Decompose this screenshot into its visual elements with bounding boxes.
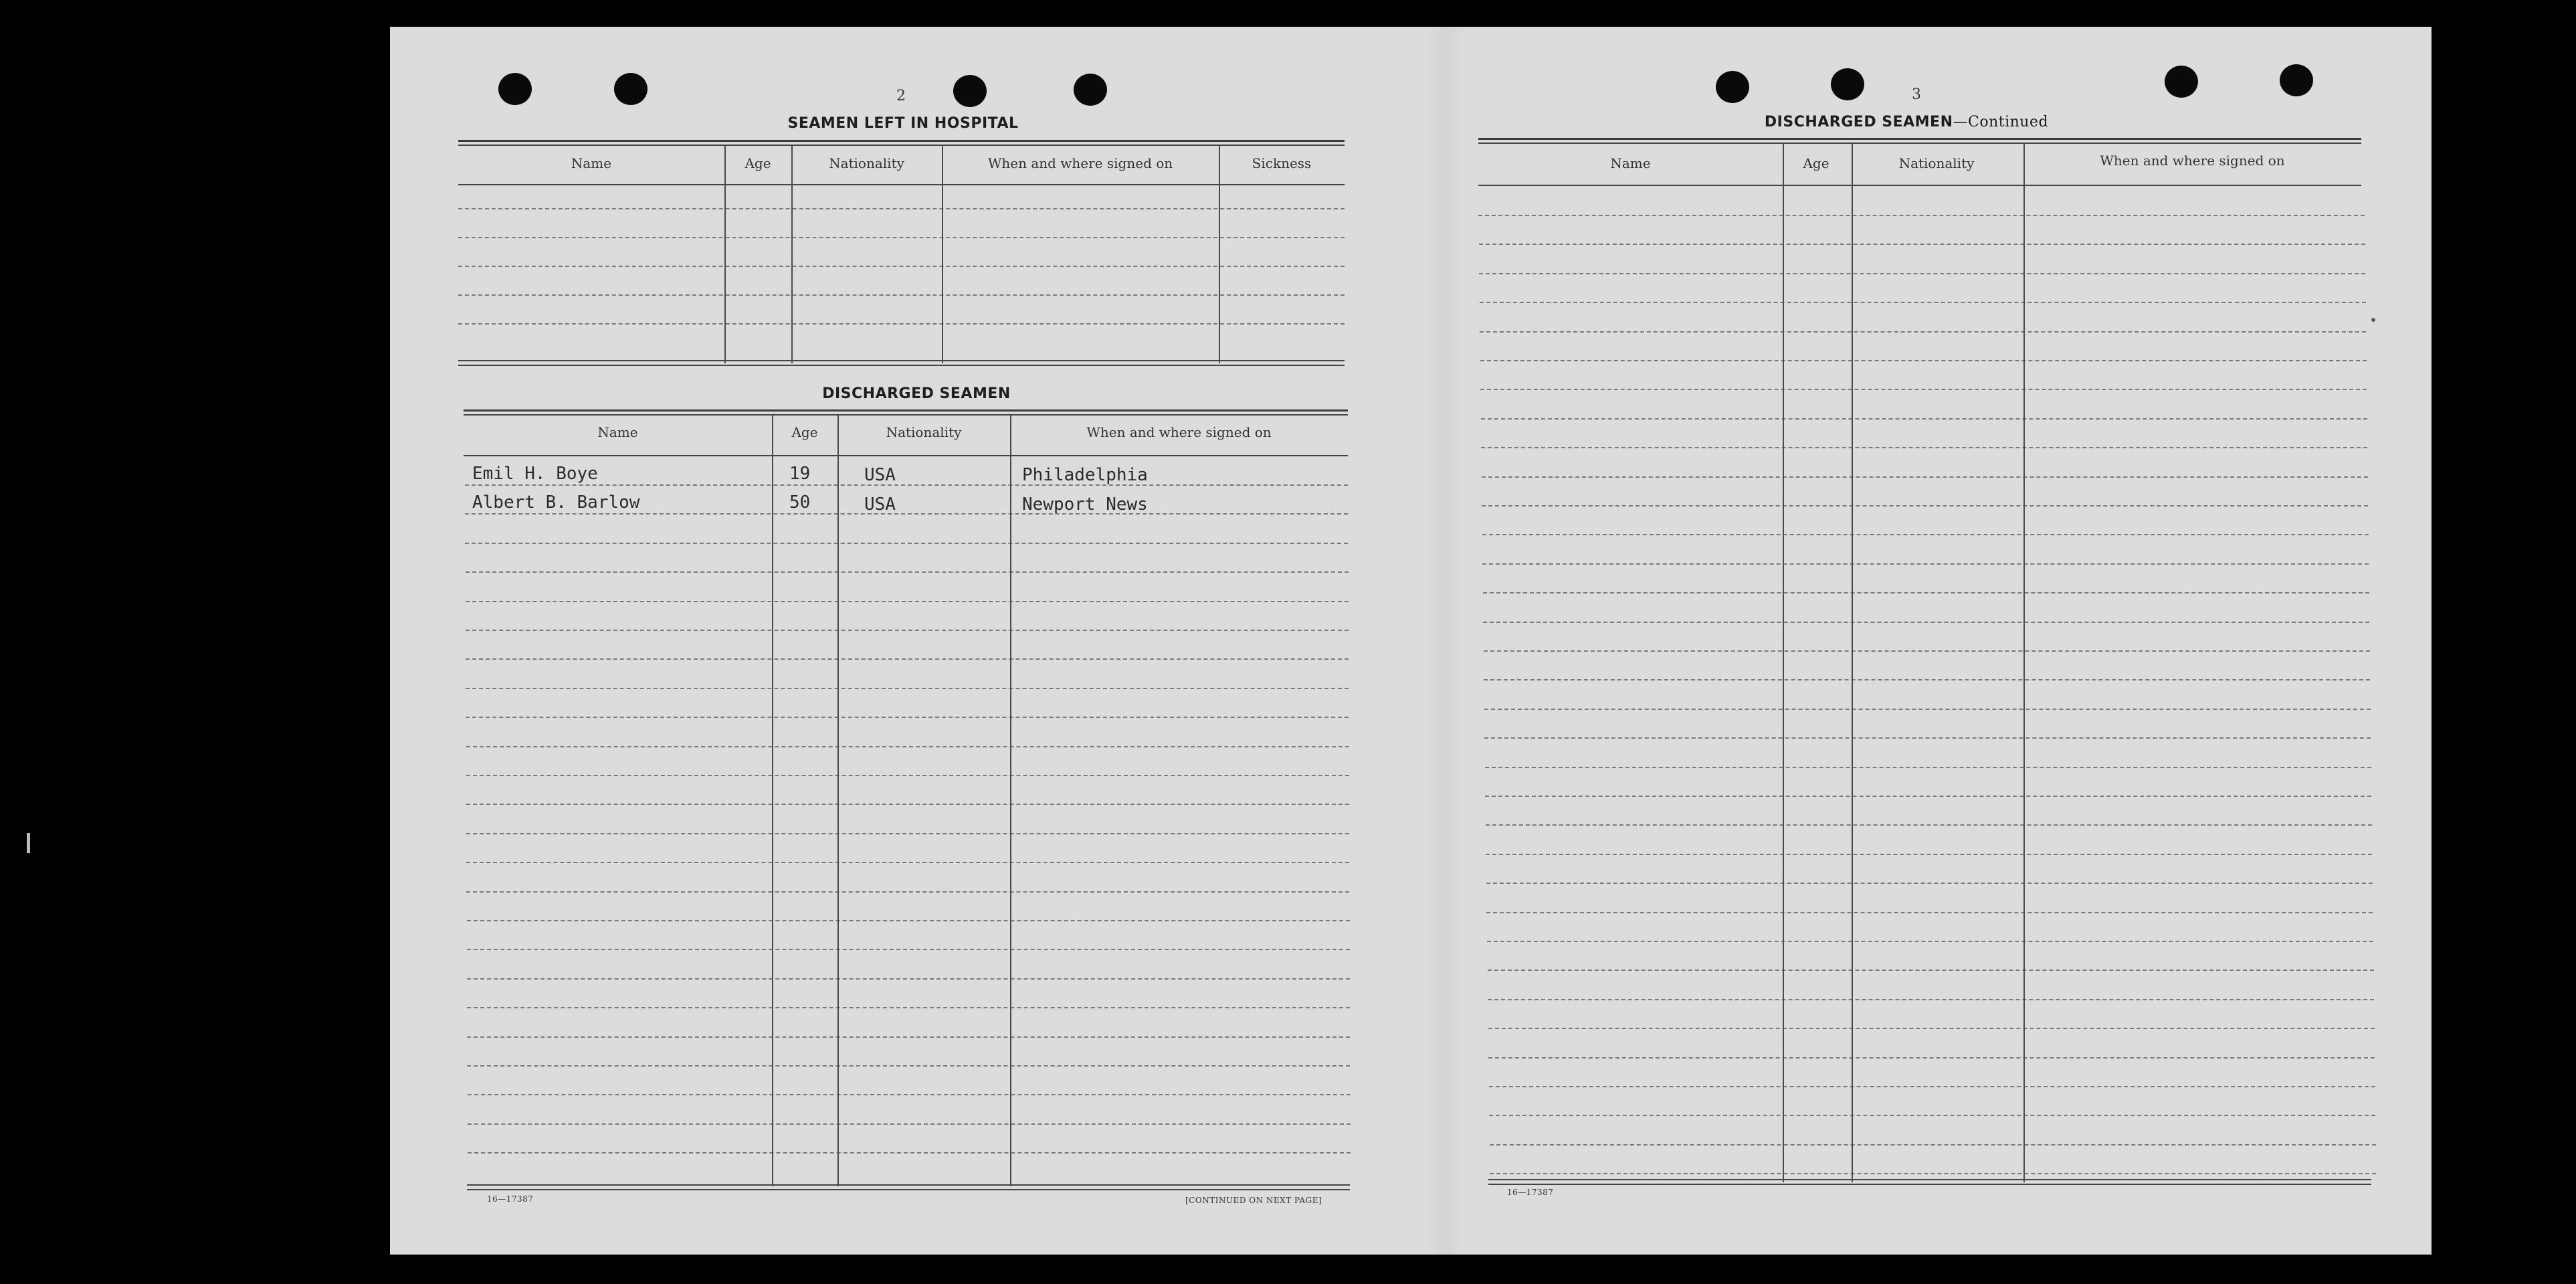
entry-line xyxy=(465,484,1348,486)
entry-line xyxy=(1486,912,2373,913)
discharged-table-title: DISCHARGED SEAMEN xyxy=(822,385,1011,402)
seaman-signed-on: Newport News xyxy=(1022,494,1148,515)
entry-line xyxy=(466,862,1349,863)
punch-hole xyxy=(498,73,532,105)
col-header-name: Name xyxy=(597,424,638,440)
entry-line xyxy=(467,978,1350,980)
entry-line xyxy=(468,1094,1351,1095)
col-header-age: Age xyxy=(745,155,771,171)
smudge xyxy=(2371,318,2375,322)
entry-line xyxy=(466,804,1349,805)
form-number-left: 16—17387 xyxy=(487,1194,534,1204)
continued-note: [CONTINUED ON NEXT PAGE] xyxy=(1185,1196,1322,1205)
entry-line xyxy=(466,658,1349,660)
entry-line xyxy=(1490,1144,2376,1145)
punch-hole xyxy=(1716,71,1749,103)
entry-line xyxy=(468,1123,1351,1125)
entry-line xyxy=(466,833,1349,834)
seaman-age: 19 xyxy=(789,464,811,484)
punch-hole xyxy=(2165,66,2198,98)
entry-line xyxy=(1484,679,2370,680)
right-table-title: DISCHARGED SEAMEN—Continued xyxy=(1764,114,2049,130)
entry-line xyxy=(1488,1057,2375,1059)
entry-line xyxy=(1479,244,2365,245)
page-fold xyxy=(1425,27,1465,1255)
punch-hole xyxy=(614,73,648,105)
entry-line xyxy=(1482,476,2368,478)
entry-line xyxy=(1485,796,2371,797)
entry-line xyxy=(1486,883,2373,884)
entry-line xyxy=(1490,1173,2376,1174)
col-header-sickness: Sickness xyxy=(1252,155,1312,171)
col-header-nationality: Nationality xyxy=(1898,155,1975,171)
entry-line xyxy=(1483,622,2369,623)
col-header-name: Name xyxy=(1610,155,1651,171)
entry-line xyxy=(467,1007,1350,1008)
entry-line xyxy=(1484,650,2370,652)
seaman-nationality: USA xyxy=(864,465,896,485)
entry-line xyxy=(1484,737,2371,739)
form-number-right: 16—17387 xyxy=(1507,1188,1554,1197)
entry-line xyxy=(465,543,1348,544)
seaman-name: Albert B. Barlow xyxy=(472,492,640,513)
entry-line xyxy=(1488,999,2374,1000)
seaman-age: 50 xyxy=(789,492,811,513)
col-header-name: Name xyxy=(571,155,612,171)
entry-line xyxy=(1489,1086,2375,1087)
col-header-nationality: Nationality xyxy=(886,424,962,440)
entry-line xyxy=(465,513,1348,515)
col-header-age: Age xyxy=(791,424,818,440)
page-number-left: 2 xyxy=(896,88,906,104)
entry-line xyxy=(1489,1115,2375,1116)
punch-hole xyxy=(2280,64,2313,96)
punch-hole xyxy=(1831,68,1864,100)
entry-line xyxy=(467,1065,1350,1067)
entry-line xyxy=(466,717,1349,718)
entry-line xyxy=(1481,447,2367,448)
entry-line xyxy=(1480,331,2366,333)
entry-line xyxy=(1480,360,2367,361)
entry-line xyxy=(1483,592,2369,593)
entry-line xyxy=(466,601,1349,602)
entry-line xyxy=(466,746,1349,747)
punch-hole xyxy=(953,75,987,107)
entry-line xyxy=(1481,418,2367,420)
col-header-signed-on: When and where signed on xyxy=(1086,424,1272,440)
entry-line xyxy=(1480,302,2366,303)
entry-line xyxy=(466,775,1349,776)
col-header-signed-on: When and where signed on xyxy=(987,155,1173,171)
entry-line xyxy=(1486,824,2372,826)
entry-line xyxy=(1488,1028,2375,1029)
entry-line xyxy=(1485,767,2371,768)
entry-line xyxy=(466,630,1349,631)
entry-line xyxy=(1482,534,2369,535)
entry-line xyxy=(1478,215,2365,216)
seaman-nationality: USA xyxy=(864,494,896,515)
entry-line xyxy=(466,571,1349,573)
entry-line xyxy=(1482,505,2368,507)
entry-line xyxy=(1480,389,2367,390)
entry-line xyxy=(1487,941,2373,942)
entry-line xyxy=(466,688,1349,689)
manifest-sheet xyxy=(390,27,2432,1255)
col-header-nationality: Nationality xyxy=(829,155,904,171)
seaman-signed-on: Philadelphia xyxy=(1022,465,1148,485)
entry-line xyxy=(1488,970,2374,971)
entry-line xyxy=(467,920,1350,921)
entry-line xyxy=(1486,854,2372,855)
smudge xyxy=(27,833,30,853)
entry-line xyxy=(467,949,1350,950)
entry-line xyxy=(1482,563,2369,565)
entry-line xyxy=(1484,709,2371,710)
col-header-age: Age xyxy=(1803,155,1829,171)
page-number-right: 3 xyxy=(1912,86,1921,103)
entry-line xyxy=(466,891,1349,893)
hospital-table-title: SEAMEN LEFT IN HOSPITAL xyxy=(787,115,1019,132)
col-header-signed-on: When and where signed on xyxy=(2100,153,2285,169)
entry-line xyxy=(467,1036,1350,1038)
entry-line xyxy=(468,1152,1351,1154)
punch-hole xyxy=(1074,74,1107,106)
entry-line xyxy=(1479,273,2365,274)
seaman-name: Emil H. Boye xyxy=(472,464,598,484)
